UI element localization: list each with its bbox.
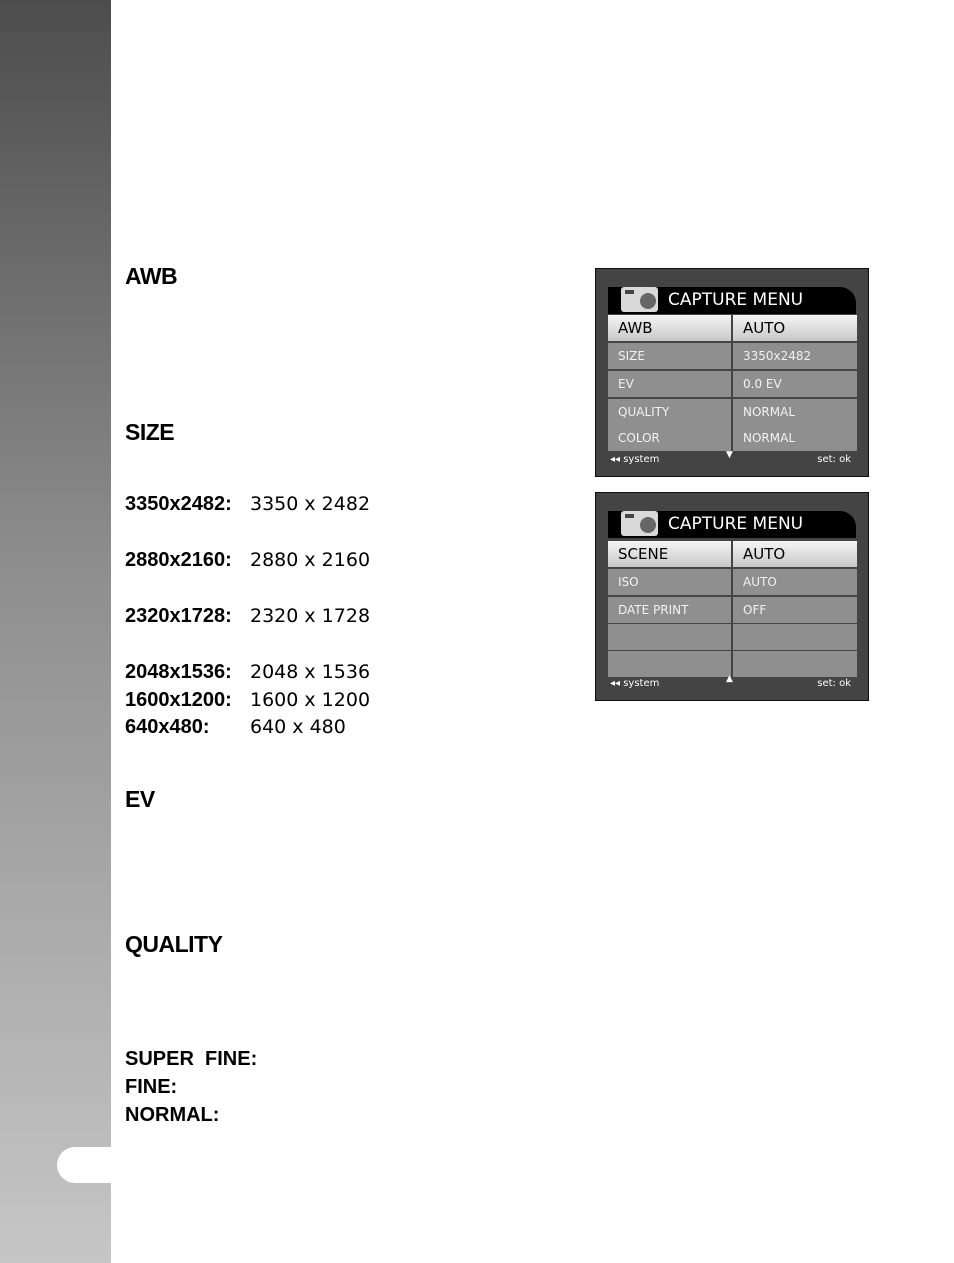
size-option-key: 1600x1200: [125,689,232,711]
menu-row-label: EV [608,371,731,397]
menu-row-ev[interactable] [608,371,857,398]
camera-icon [621,511,658,536]
menu-row-value: OFF [733,597,857,623]
size-option-value: 2048 x 1536 [250,661,371,683]
menu-row-quality[interactable] [608,399,857,426]
heading-quality: QUALITY [125,931,223,957]
menu-row-value: NORMAL [733,399,857,425]
menu-row-value: 0.0 EV [733,371,857,397]
menu-row-label: DATE PRINT [608,597,731,623]
menu-row-label [608,651,731,677]
menu-row-value [733,651,857,677]
size-option-key: 3350x2482: [125,493,232,515]
menu-row-value: AUTO [733,569,857,595]
menu-row-value: NORMAL [733,425,857,451]
menu-row-empty [608,624,857,651]
footer-system-hint: ◂◂ system [610,454,660,465]
heading-awb: AWB [125,263,178,289]
menu-row-label [608,624,731,650]
size-option-value: 2880 x 2160 [250,549,371,571]
camera-icon [621,287,658,312]
footer-system-hint: ◂◂ system [610,678,660,689]
menu-row-label: SIZE [608,343,731,369]
menu-row-scene[interactable] [608,541,857,568]
menu-row-color[interactable] [608,425,857,452]
size-option-key: 2320x1728: [125,605,232,627]
menu-row-label: QUALITY [608,399,731,425]
footer-set-hint: set: ok [817,678,851,689]
scroll-up-icon: ▲ [726,674,733,684]
scroll-down-icon: ▼ [726,450,733,460]
page-number-tab [57,1147,117,1183]
size-option-value: 640 x 480 [250,716,346,738]
capture-menu-title-bar [608,287,856,314]
menu-row-date-print[interactable] [608,597,857,624]
heading-size: SIZE [125,419,175,445]
menu-row-awb[interactable] [608,315,857,342]
size-option-value: 2320 x 1728 [250,605,371,627]
capture-menu-footer [608,450,857,470]
page-sidebar-bar [0,0,111,1263]
capture-menu-footer [608,674,857,694]
menu-row-value: 3350x2482 [733,343,857,369]
size-option-value: 3350 x 2482 [250,493,371,515]
quality-option: NORMAL: [125,1104,220,1126]
capture-menu-title: CAPTURE MENU [668,290,804,310]
menu-row-value [733,624,857,650]
size-option-key: 640x480: [125,716,210,738]
size-option-value: 1600 x 1200 [250,689,371,711]
capture-menu-screen-2 [595,492,869,701]
menu-row-label: ISO [608,569,731,595]
menu-row-size[interactable] [608,343,857,370]
menu-row-value: AUTO [733,541,857,567]
footer-set-hint: set: ok [817,454,851,465]
capture-menu-title: CAPTURE MENU [668,514,804,534]
menu-row-label: SCENE [608,541,731,567]
capture-menu-screen-1 [595,268,869,477]
capture-menu-title-bar [608,511,856,538]
menu-row-iso[interactable] [608,569,857,596]
size-option-key: 2048x1536: [125,661,232,683]
quality-option: SUPER FINE: [125,1048,258,1070]
menu-row-label: COLOR [608,425,731,451]
heading-ev: EV [125,786,155,812]
size-option-key: 2880x2160: [125,549,232,571]
menu-row-value: AUTO [733,315,857,341]
menu-row-label: AWB [608,315,731,341]
quality-option: FINE: [125,1076,178,1098]
